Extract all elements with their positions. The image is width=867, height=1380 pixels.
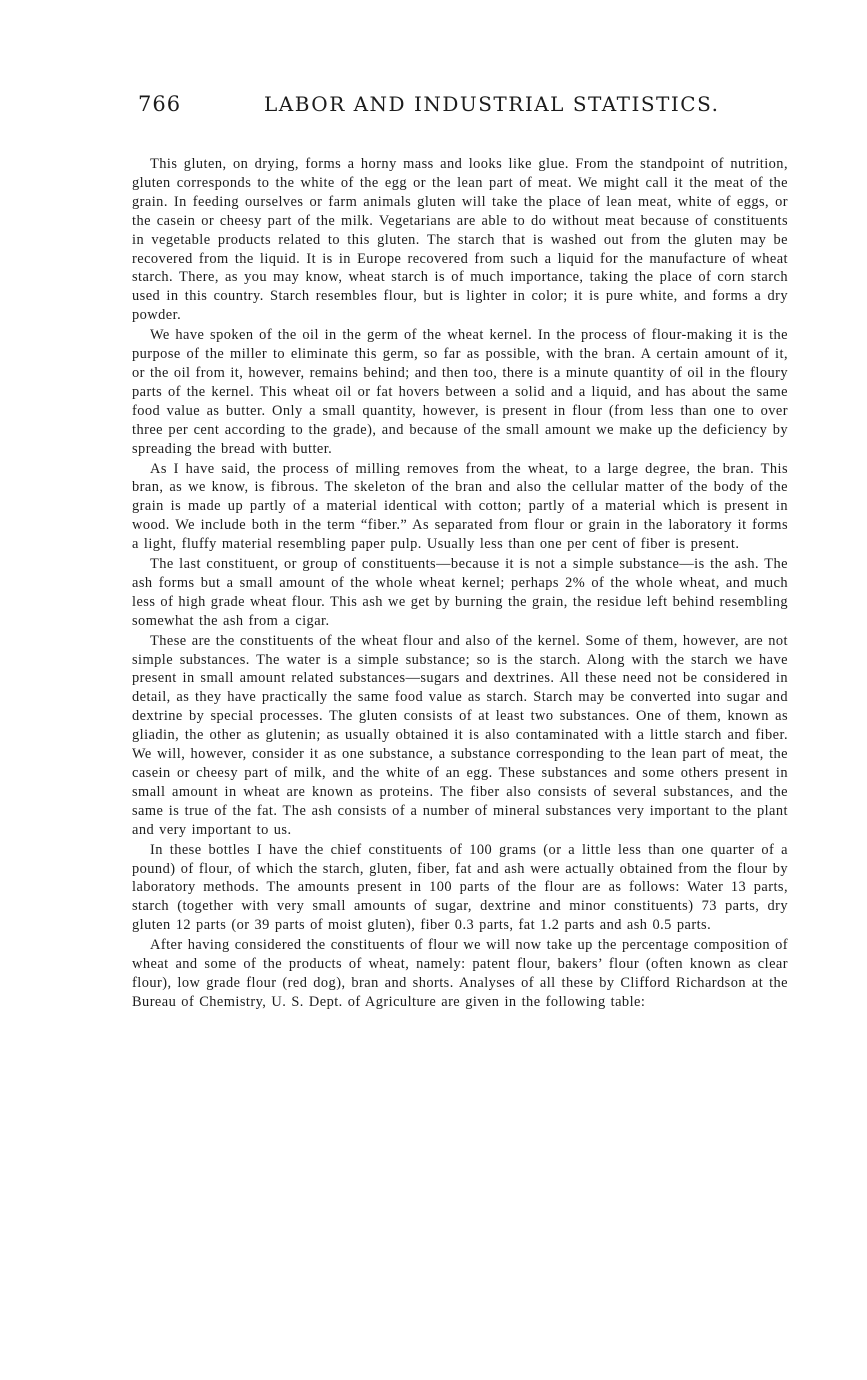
paragraph-composition: After having considered the constituents of flour we will now take up the percentage composition of wheat and some of the products of wheat, namely: patent flour, bakers’ flour (often known as clear flour), low grade flour (red dog), bran and shorts. Analyses of all these by Clifford Richardson at the Bureau of Chemistry, U. S. Dept. of Agriculture are given in the following table: bbox=[132, 937, 788, 1010]
running-head: LABOR AND INDUSTRIAL STATISTICS. bbox=[264, 92, 720, 116]
paragraph-gluten: This gluten, on drying, forms a horny mass and looks like glue. From the standpoint of nutrition, gluten corresponds to the white of the egg or the lean part of meat. We might call it the meat of the grain. In feeding ourselves or farm animals gluten will take the place of lean meat, white of eggs, or the casein or cheesy part of the milk. Vegetarians are able to do without meat because of constituents in vegetable products related to this gluten. The starch that is washed out from the gluten may be recovered from the liquid. It is in Europe recovered from such a liquid for the manufacture of wheat starch. There, as you may know, wheat starch is of much importance, taking the place of corn starch used in this country. Starch resembles flour, but is lighter in color; it is pure white, and forms a dry powder. bbox=[132, 156, 788, 324]
paragraph-ash: The last constituent, or group of constituents—because it is not a simple substance—is the ash. The ash forms but a small amount of the whole wheat kernel; perhaps 2% of the whole wheat, and much less of high grade wheat flour. This ash we get by burning the grain, the residue left behind resembling somewhat the ash from a cigar. bbox=[132, 556, 789, 629]
page-header bbox=[138, 92, 788, 120]
body-text bbox=[132, 155, 788, 1012]
paragraph-wheat-oil: We have spoken of the oil in the germ of the wheat kernel. In the process of flour-making it is the purpose of the miller to eliminate this germ, so far as possible, with the bran. A certain amount of it, or the oil from it, however, remains behind; and then too, there is a minute quantity of oil in the floury parts of the kernel. This wheat oil or fat hovers between a solid and a liquid, and has about the same food value as butter. Only a small quantity, however, is present in flour (from less than one to over three per cent according to the grade), and because of the small amount we make up the deficiency by spreading the bread with butter. bbox=[132, 327, 788, 457]
paragraph-constituents: These are the constituents of the wheat flour and also of the kernel. Some of them, however, are not simple substances. The water is a simple substance; so is the starch. Along with the starch we have present in small amount related substances—sugars and dextrines. All these need not be considered in detail, as they have practically the same food value as starch. Starch may be converted into sugar and dextrine by special processes. The gluten consists of at least two substances. One of them, known as gliadin, the other as glutenin; as usually obtained it is also contaminated with a little starch and fiber. We will, however, consider it as one substance, a substance corresponding to the lean part of meat, the casein or cheesy part of milk, and the white of an egg. These substances and some others present in small amount in wheat are known as proteins. The fiber also consists of several substances, and the same is true of the fat. The ash consists of a number of mineral substances very important to the plant and very important to us. bbox=[132, 632, 788, 838]
paragraph-bottles: In these bottles I have the chief constituents of 100 grams (or a little less than one quarter of a pound) of flour, of which the starch, gluten, fiber, fat and ash were actually obtained from the flour by laboratory methods. The amounts present in 100 parts of the flour are as follows: Water 13 parts, starch (together with very small amounts of sugar, dextrine and minor constituents) 73 parts, dry gluten 12 parts (or 39 parts of moist gluten), fiber 0.3 parts, fat 1.2 parts and ash 0.5 parts. bbox=[132, 841, 788, 934]
paragraph-bran-fiber: As I have said, the process of milling removes from the wheat, to a large degree, the bran. This bran, as we know, is fibrous. The skeleton of the bran and also the cellular matter of the body of the grain is made up partly of a material identical with cotton; partly of a material which is present in wood. We include both in the term “fiber.” As separated from flour or grain in the laboratory it forms a light, fluffy material resembling paper pulp. Usually less than one per cent of fiber is present. bbox=[132, 460, 788, 553]
page-number: 766 bbox=[138, 92, 182, 116]
